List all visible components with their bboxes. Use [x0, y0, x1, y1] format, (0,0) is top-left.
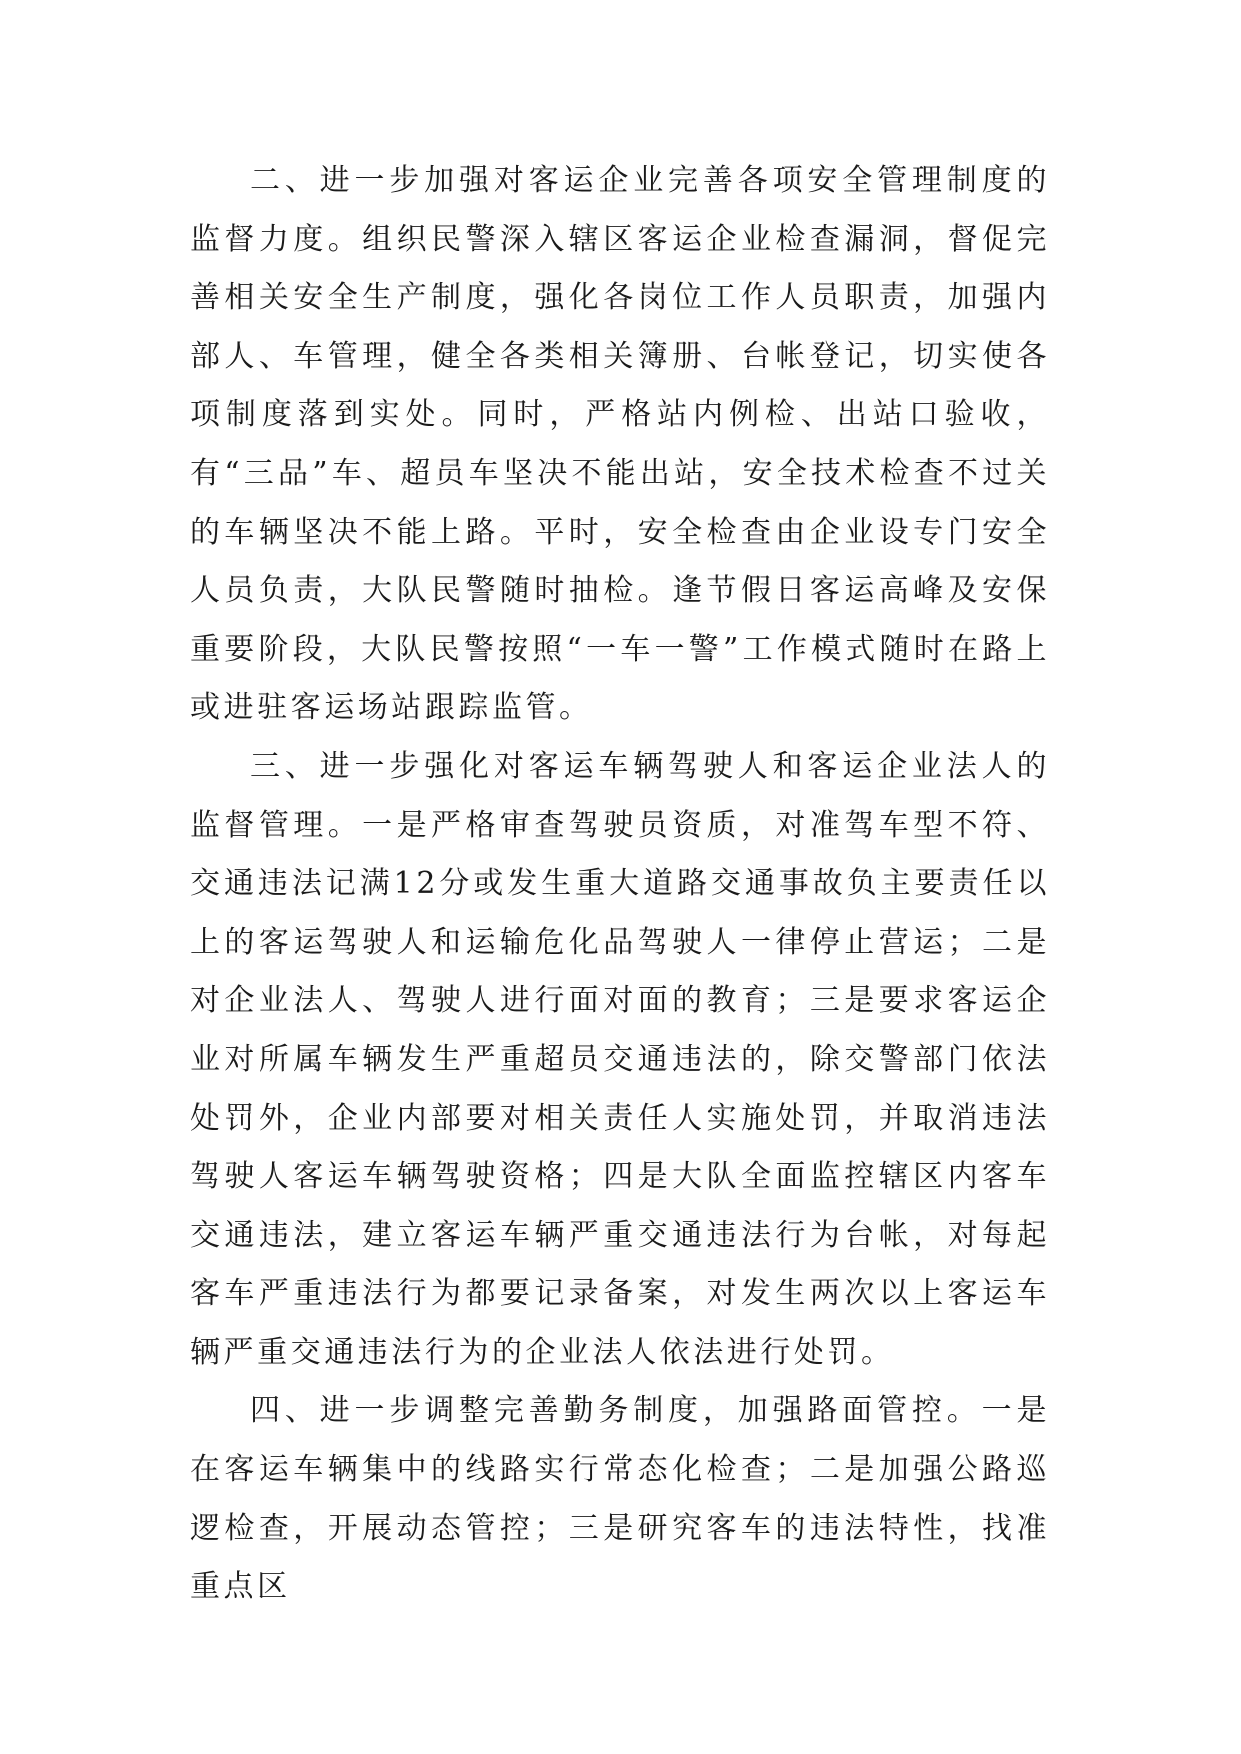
paragraph-driver-management: 三、进一步强化对客运车辆驾驶人和客运企业法人的监督管理。一是严格审查驾驶员资质，对准驾车型不符、交通违法记满12分或发生重大道路交通事故负主要责任以上的客运驾驶人和运输危化品驾驶人一律停止营运；二是对企业法人、驾驶人进行面对面的教育；三是要求客运企业对所属车辆发生严重超员交通违法的，除交警部门依法处罚外，企业内部要对相关责任人实施处罚，并取消违法驾驶人客运车辆驾驶资格；四是大队全面监控辖区内客车交通违法，建立客运车辆严重交通违法行为台帐，对每起客车严重违法行为都要记录备案，对发生两次以上客运车辆严重交通违法行为的企业法人依法进行处罚。	[190, 748, 1050, 1370]
document-page	[190, 152, 1050, 1612]
paragraph-duty-system: 四、进一步调整完善勤务制度，加强路面管控。一是在客运车辆集中的线路实行常态化检查；二是加强公路巡逻检查，开展动态管控；三是研究客车的违法特性，找准重点区	[190, 1393, 1050, 1605]
paragraph-supervision-safety-rules: 二、进一步加强对客运企业完善各项安全管理制度的监督力度。组织民警深入辖区客运企业检查漏洞，督促完善相关安全生产制度，强化各岗位工作人员职责，加强内部人、车管理，健全各类相关簿册、台帐登记，切实使各项制度落到实处。同时，严格站内例检、出站口验收，有“三品”车、超员车坚决不能出站，安全技术检查不过关的车辆坚决不能上路。平时，安全检查由企业设专门安全人员负责，大队民警随时抽检。逢节假日客运高峰及安保重要阶段，大队民警按照“一车一警”工作模式随时在路上或进驻客运场站跟踪监管。	[190, 163, 1050, 726]
